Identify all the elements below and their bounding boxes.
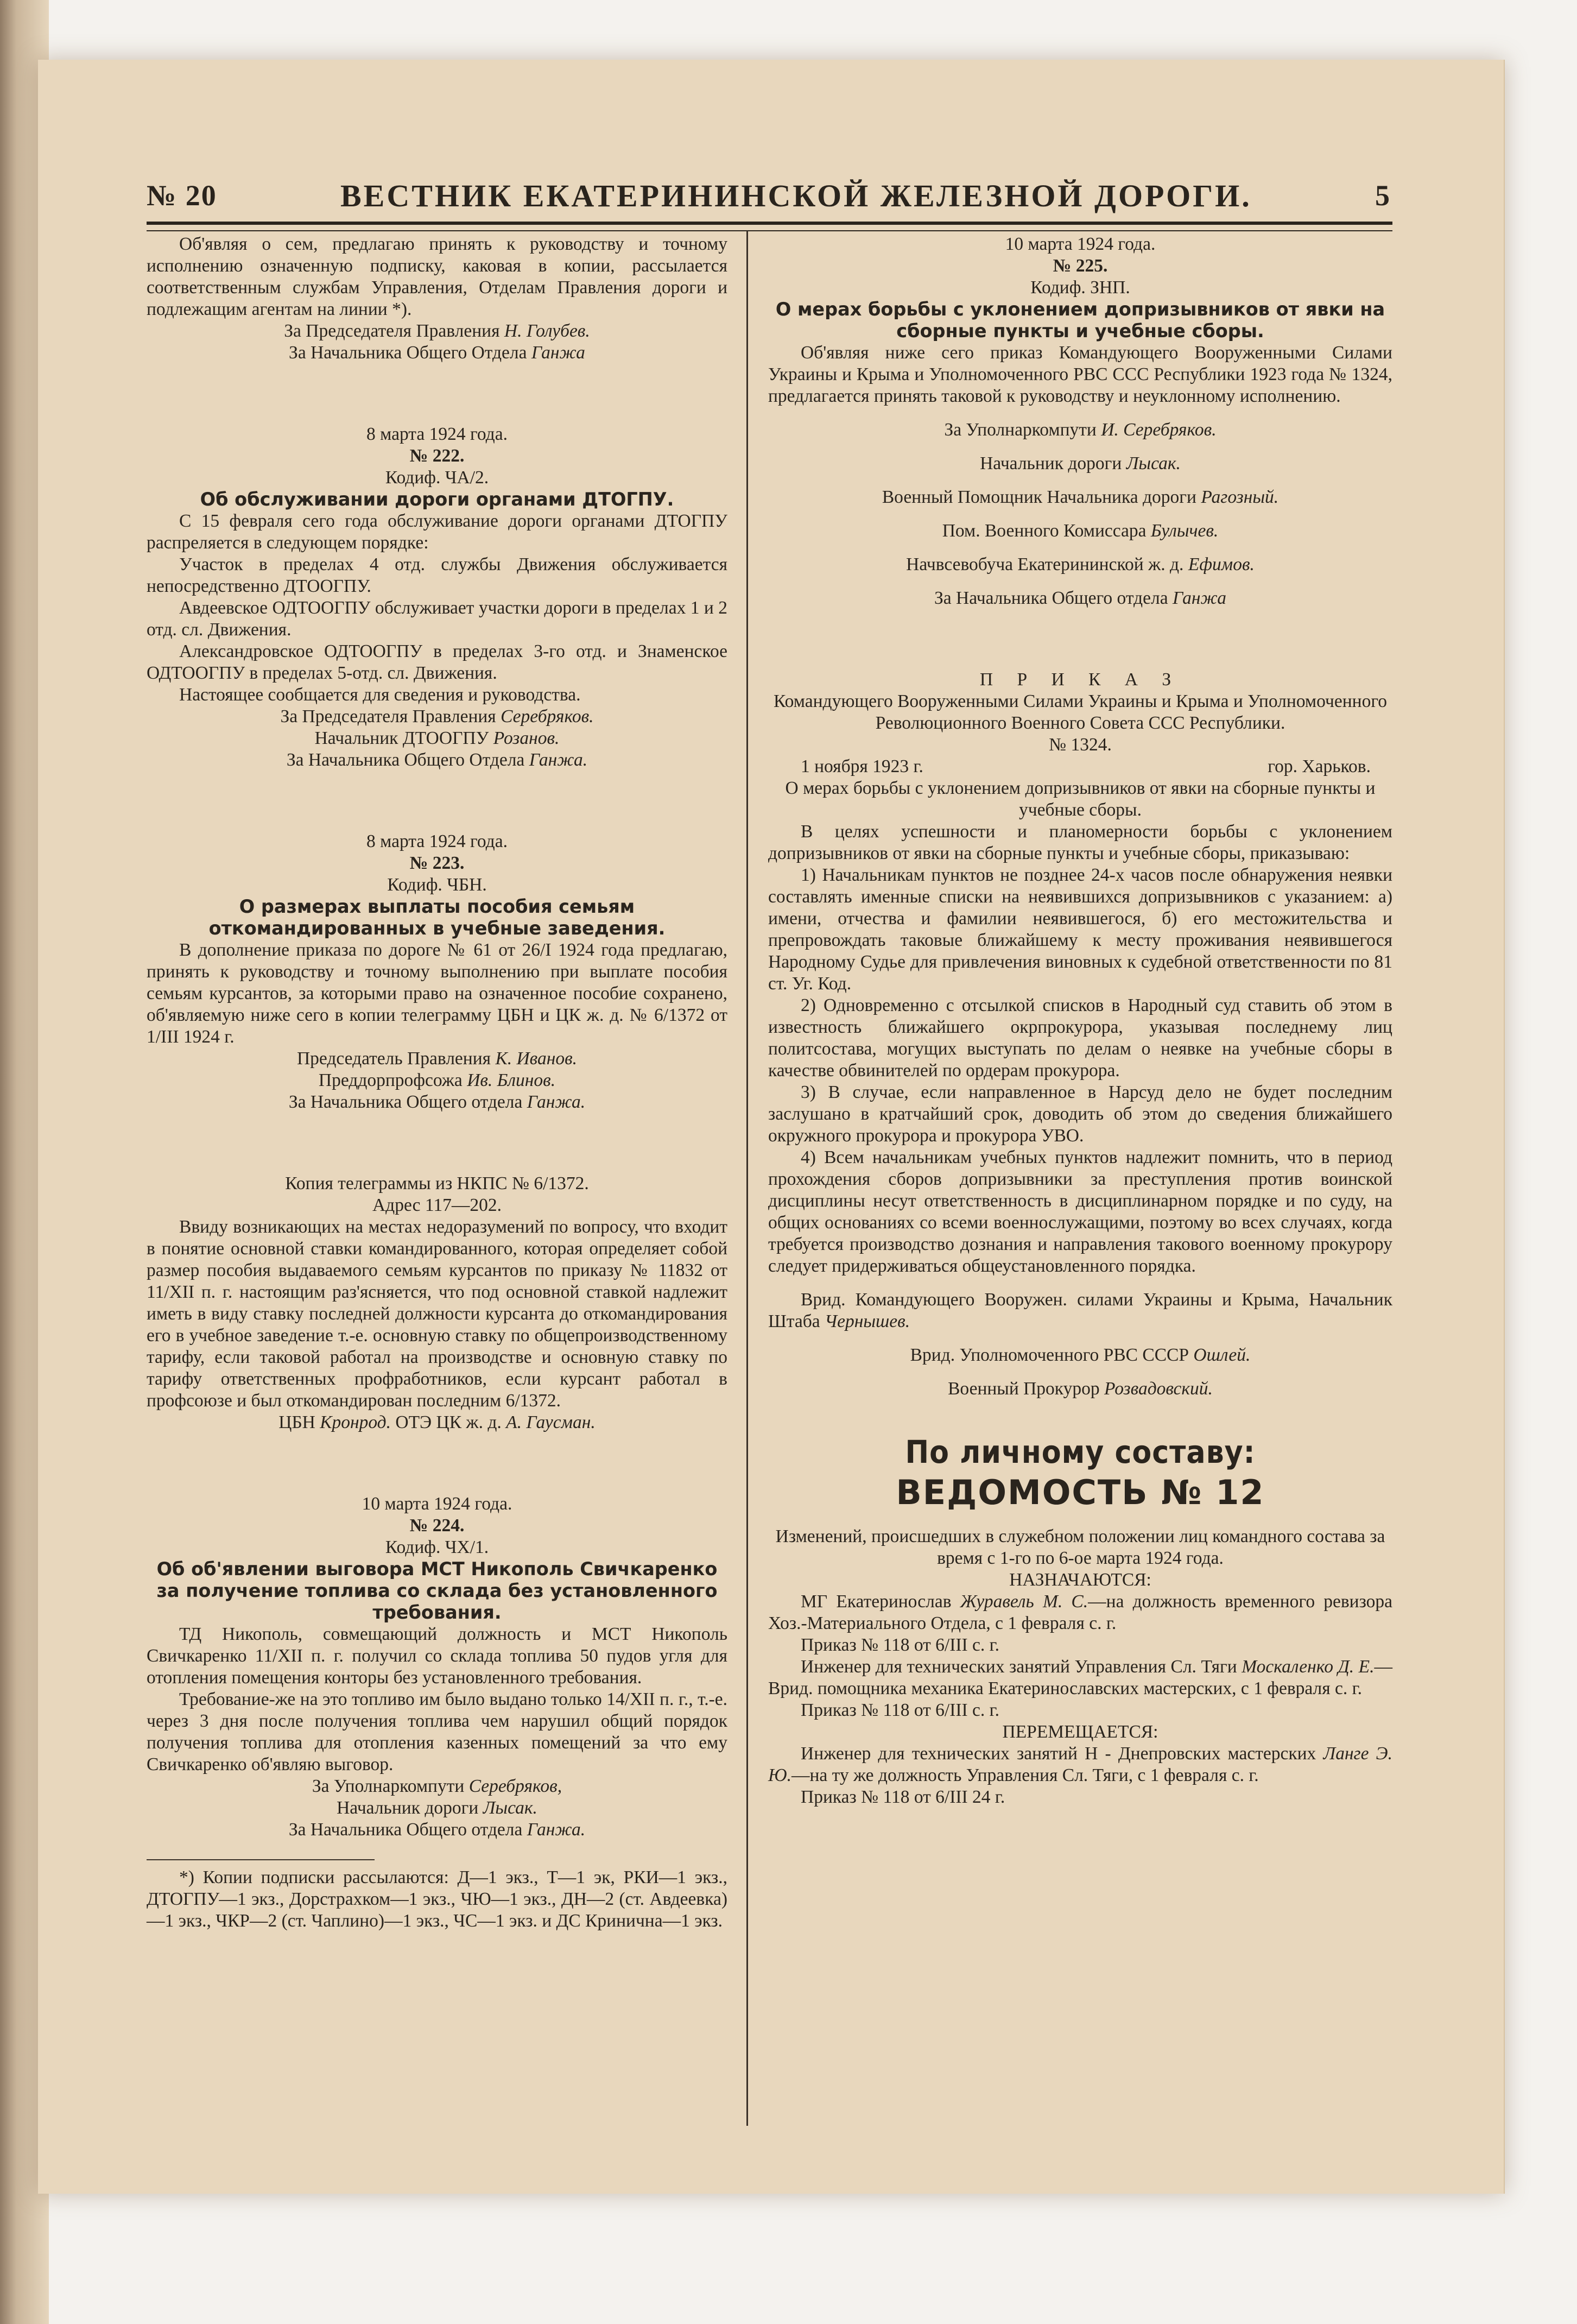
order-222-p1: С 15 февраля сего года обслуживание дороги органами ДТОГПУ распреляется в следующем порядке: [147, 511, 727, 553]
order-223-title: О размерах выплаты пособия семьям откомандированных в учебные заведения. [208, 896, 666, 939]
order-222-number: № 222. [409, 446, 465, 466]
appointment-2-order: Приказ № 118 от 6/III с. г. [801, 1700, 1000, 1720]
order-223-signature-3: За Начальника Общего отдела Ганжа. [288, 1092, 586, 1112]
order-222-signature-1: За Председателя Правления Серебряков. [280, 706, 594, 727]
issue-number: № 20 [147, 179, 217, 212]
right-column [768, 233, 1392, 1808]
order-224-number: № 224. [409, 1515, 465, 1536]
prikaz-signature-2: Врид. Уполномоченного РВС СССР Ошлей. [910, 1345, 1251, 1365]
prikaz-date-line [768, 756, 1392, 778]
order-222-date: 8 марта 1924 года. [366, 424, 508, 444]
telegram-signature: ЦБН Кронрод. ОТЭ ЦК ж. д. А. Гаусман. [278, 1412, 596, 1432]
order-222-signature-3: За Начальника Общего Отдела Ганжа. [286, 750, 588, 770]
order-224-signature-3: За Начальника Общего отдела Ганжа. [288, 1820, 586, 1840]
order-225-signature-5: Начвсевобуча Екатерининской ж. д. Ефимов. [906, 554, 1255, 574]
page-number: 5 [1375, 179, 1390, 212]
column-divider [746, 231, 748, 2126]
appoint-heading: НАЗНАЧАЮТСЯ: [1009, 1570, 1151, 1590]
move-1: Инженер для технических занятий Н - Днепровских мастерских Ланге Э. Ю.—на ту же должность Управления Сл. Тяги, с 1 февраля с. г. [768, 1744, 1392, 1785]
move-heading: ПЕРЕМЕЩАЕТСЯ: [1002, 1722, 1158, 1742]
prikaz-city: гор. Харьков. [1268, 756, 1371, 776]
personnel-section-heading: По личному составу: [905, 1433, 1256, 1470]
telegram-title: Копия телеграммы из НКПС № 6/1372. [285, 1173, 589, 1193]
order-222-p5: Настоящее сообщается для сведения и руководства. [179, 685, 581, 705]
order-225-number: № 225. [1053, 256, 1108, 276]
prikaz-number: № 1324. [1049, 735, 1112, 755]
appointment-1: МГ Екатеринослав Журавель М. С.—на должность временного ревизора Хоз.-Материального Отдела, с 1 февраля с. г. [768, 1592, 1393, 1633]
appointment-2: Инженер для технических занятий Управления Сл. Тяги Москаленко Д. Е.—Врид. помощника механика Екатеринославских мастерских, с 1 февраля с. г. [768, 1657, 1392, 1698]
order-223-date: 8 марта 1924 года. [366, 831, 508, 851]
prikaz-p1: В целях успешности и планомерности борьбы с уклонением допризывников от явки на сборные пункты и учебные сборы, приказываю: [768, 822, 1392, 863]
prikaz-subtitle: Командующего Вооруженными Силами Украины и Крыма и Уполномоченного Революционного Военного Совета ССС Республики. [774, 691, 1387, 733]
footnote: *) Копии подписки рассылаются: Д—1 экз., Т—1 эк, РКИ—1 экз., ДТОГПУ—1 экз., Дорстрахком—1 экз., ЧЮ—1 экз., ДН—2 (ст. Авдеевка)—1 экз., ЧКР—2 (ст. Чаплино)—1 экз., ЧС—1 экз. и ДС Кринична—1 экз. [147, 1867, 727, 1931]
vedomost-heading: ВЕДОМОСТЬ № 12 [896, 1473, 1265, 1512]
prikaz-signature-3: Военный Прокурор Розвадовский. [948, 1379, 1213, 1399]
prikaz-date: 1 ноября 1923 г. [801, 756, 923, 776]
prikaz-p5: 4) Всем начальникам учебных пунктов надлежит помнить, что в период прохождения сборов допризывники за преступления против воинской дисциплины несут ответственность в дисциплинарном порядке и по суду, на общих основаниях со всеми военнослужащими, поэтому во всех случаях, когда требуется производство дознания и направления такового военному прокурору следует придерживаться общеустановленного порядка. [768, 1147, 1392, 1276]
order-225-signature-2: Начальник дороги Лысак. [980, 453, 1181, 473]
order-224-p1: ТД Никополь, совмещающий должность и МСТ Никополь Свичкаренко 11/XII п. г. получил со склада топлива 50 пудов угля для отопления помещения конторы без установленного требования. [147, 1624, 727, 1688]
intro-signature-2: За Начальника Общего Отдела Ганжа [289, 343, 585, 363]
order-224-date: 10 марта 1924 года. [362, 1494, 512, 1514]
order-224-code: Кодиф. ЧХ/1. [385, 1537, 489, 1557]
newspaper-page [38, 60, 1505, 2194]
order-222-code: Кодиф. ЧА/2. [385, 468, 489, 488]
prikaz-title: О мерах борьбы с уклонением допризывников от явки на сборные пункты и учебные сборы. [785, 778, 1376, 820]
newspaper-title: ВЕСТНИК ЕКАТЕРИНИНСКОЙ ЖЕЛЕЗНОЙ ДОРОГИ. [340, 178, 1252, 213]
prikaz-p3: 2) Одновременно с отсылкой списков в Народный суд ставить об этом в известность ближайшего окрпрокурора, указывая последнему лиц политсостава, могущих выступать по делам о неявке на учебные сборы в качестве обвинителей по ордерам прокурора. [768, 995, 1392, 1081]
prikaz-signature-1: Врид. Командующего Вооружен. силами Украины и Крыма, Начальник Штаба Чернышев. [768, 1290, 1392, 1331]
order-222-p2: Участок в пределах 4 отд. службы Движения обслуживается непосредственно ДТООГПУ. [147, 554, 727, 596]
telegram-body: Ввиду возникающих на местах недоразумений по вопросу, что входит в понятие основной ставки командированного, которая определяет собой размер пособия выдаваемого семьям курсантов по приказу № 11832 от 11/XII п. г. настоящим раз'ясняется, что под основной ставкой надлежит иметь в виду ставку последней должности курсанта до откомандирования его в учебное заведение т.-е. основную ставку по общепроизводственному тарифу, если таковой работал на производстве и основную ставку по тарифу ответственных профработников, если курсант работал в профсоюзе и был откомандирован последним 6/1372. [147, 1217, 727, 1411]
order-225-signature-6: За Начальника Общего отдела Ганжа [934, 588, 1226, 608]
order-225-code: Кодиф. ЗНП. [1030, 277, 1130, 298]
order-222-p4: Александровское ОДТООГПУ в пределах 3-го отд. и Знаменское ОДТООГПУ в пределах 5-отд. сл. Движения. [147, 641, 727, 683]
order-222-signature-2: Начальник ДТООГПУ Розанов. [314, 728, 560, 748]
order-225-signature-3: Военный Помощник Начальника дороги Рагозный. [882, 487, 1279, 507]
masthead-rule [147, 222, 1392, 231]
order-223-code: Кодиф. ЧБН. [387, 875, 487, 895]
move-1-order: Приказ № 118 от 6/III 24 г. [801, 1787, 1005, 1807]
order-223-signature-2: Преддорпрофсожа Ив. Блинов. [318, 1070, 556, 1090]
order-224-signature-1: За Уполнаркомпути Серебряков, [312, 1776, 562, 1796]
intro-signature-1: За Председателя Правления Н. Голубев. [284, 321, 590, 341]
order-223-p1: В дополнение приказа по дороге № 61 от 26/I 1924 года предлагаю, принять к руководству и точному выполнению при выплате пособия семьям курсантов, за которыми право на означенное пособие сохранено, об'являемую ниже сего в копии телеграмму ЦБН и ЦК ж. д. № 6/1372 от 1/III 1924 г. [147, 940, 727, 1047]
masthead [147, 174, 1390, 217]
intro-paragraph: Об'являя о сем, предлагаю принять к руководству и точному исполнению означенную подписку, каковая в копии, рассылается соответственным службам Управления, Отделам Правления дороги и подлежащим агентам на линии *). [147, 234, 727, 319]
order-225-p1: Об'являя ниже сего приказ Командующего Вооруженными Силами Украины и Крыма и Уполномоченного РВС ССС Республики 1923 года № 1324, предлагается принять таковой к руководству и неуклонному исполнению. [768, 343, 1392, 406]
order-225-signature-1: За Уполнаркомпути И. Серебряков. [944, 420, 1217, 440]
order-224-title: Об об'явлении выговора МСТ Никополь Свичкаренко за получение топлива со склада без установленного требования. [156, 1558, 718, 1623]
order-222-title: Об обслуживании дороги органами ДТОГПУ. [200, 489, 674, 510]
order-223-number: № 223. [409, 853, 465, 873]
prikaz-p2: 1) Начальникам пунктов не позднее 24-х часов после обнаружения неявки составлять именные списки на неявившихся допризывников с указанием: а) имени, отчества и фамилии неявившегося, б) его местожительства и препровождать таковые ближайшему к месту проживания неявившегося Народному Судье для привлечения виновных к судебной ответственности по 81 ст. Уг. Код. [768, 865, 1392, 994]
order-224-p2: Требование-же на это топливо им было выдано только 14/XII п. г., т.-е. через 3 дня после получения топлива чем нарушил общий порядок получения топлива для отопления казенных помещений за что ему Свичкаренко об'являю выговор. [147, 1689, 727, 1774]
order-224-signature-2: Начальник дороги Лысак. [337, 1798, 537, 1818]
footnote-rule [147, 1859, 375, 1860]
left-column [147, 233, 727, 1932]
order-225-signature-4: Пом. Военного Комиссара Булычев. [942, 521, 1219, 541]
prikaz-heading: П Р И К А З [979, 670, 1181, 690]
order-223-signature-1: Председатель Правления К. Иванов. [296, 1049, 577, 1069]
order-225-title: О мерах борьбы с уклонением допризывников от явки на сборные пункты и учебные сборы. [775, 299, 1385, 342]
prikaz-p4: 3) В случае, если направленное в Нарсуд дело не будет последним заслушано в кратчайший срок, доводить об этом до сведения ближайшего окружного прокурора и прокурора УВО. [768, 1082, 1392, 1146]
telegram-address: Адрес 117—202. [372, 1195, 502, 1215]
order-225-date: 10 марта 1924 года. [1005, 234, 1156, 254]
order-222-p3: Авдеевское ОДТООГПУ обслуживает участки дороги в пределах 1 и 2 отд. сл. Движения. [147, 598, 727, 640]
vedomost-intro: Изменений, происшедших в служебном положении лиц командного состава за время с 1-го по 6-ое марта 1924 года. [775, 1526, 1385, 1568]
appointment-1-order: Приказ № 118 от 6/III с. г. [801, 1635, 1000, 1655]
